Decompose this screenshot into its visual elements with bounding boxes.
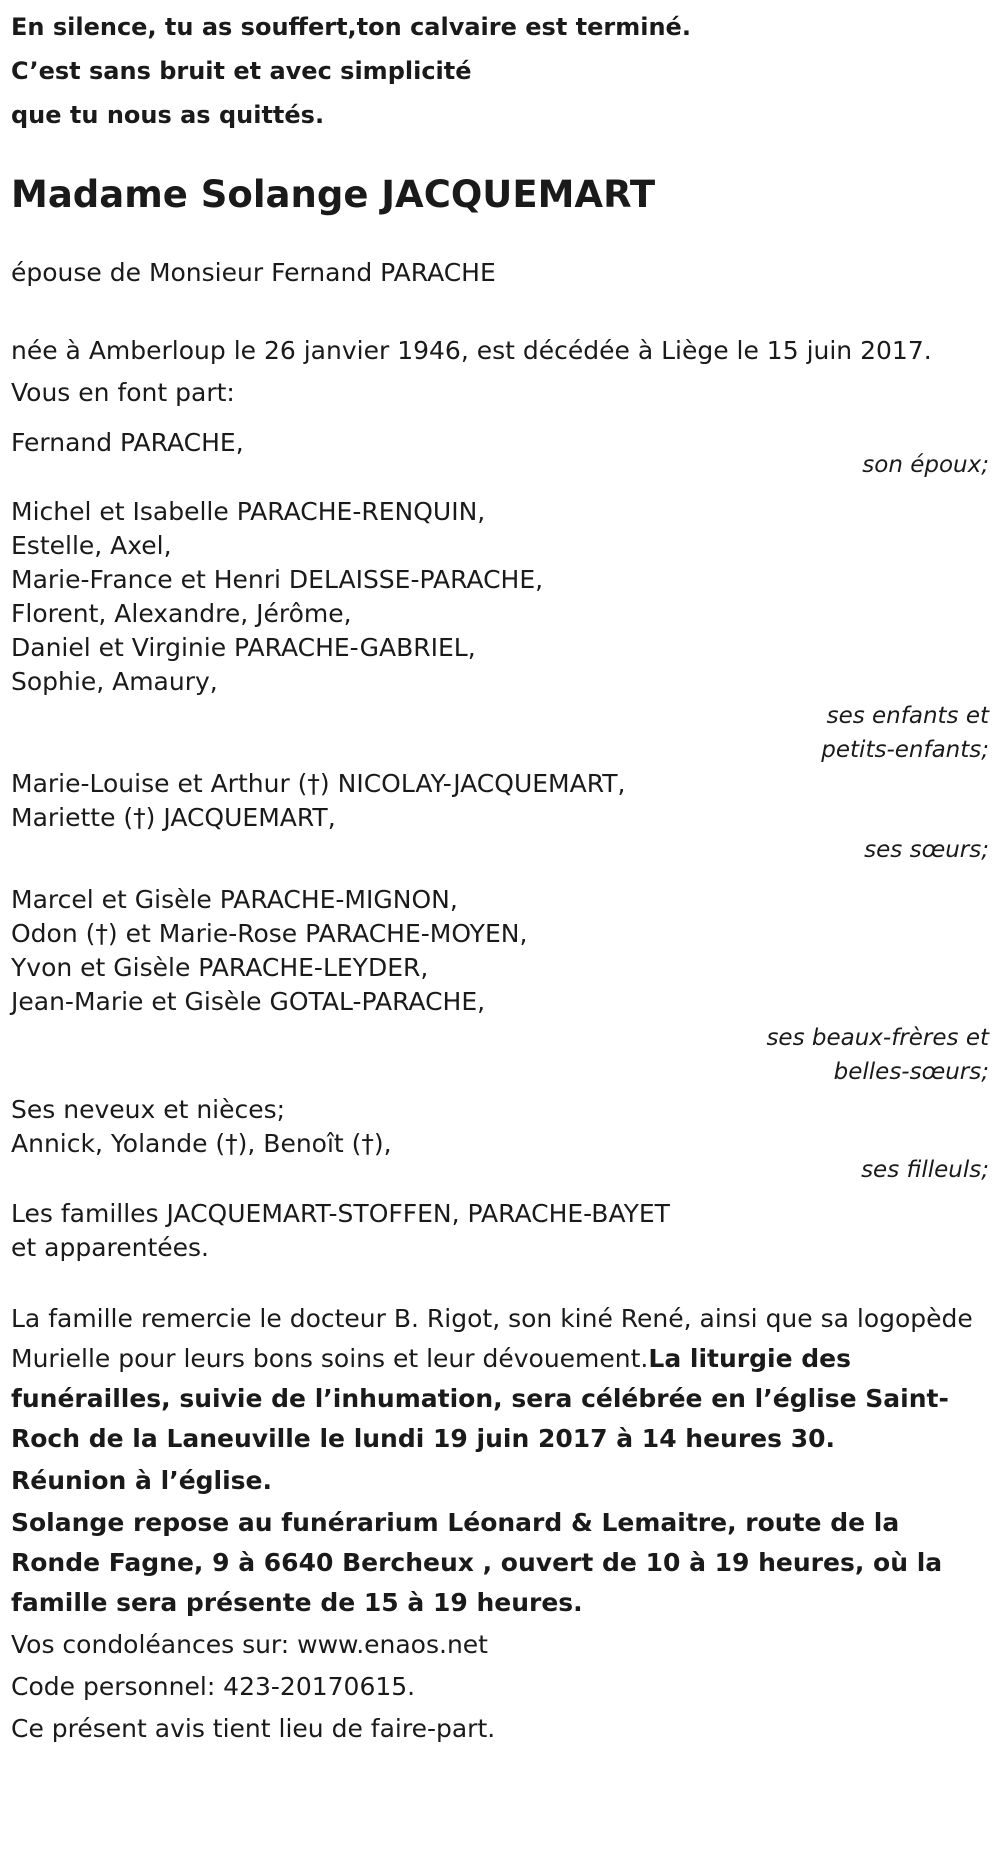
family-group-sisters (11, 767, 989, 867)
family-name: Estelle, Axel, (11, 531, 172, 560)
family-group-children (11, 495, 989, 767)
family-name: Ses neveux et nièces; (11, 1095, 286, 1124)
relation-label: ses beaux-frères et (766, 1025, 989, 1051)
birth-line: née à Amberloup le 26 janvier 1946, est décédée à Liège le 15 juin 2017. (11, 336, 932, 365)
funeral-home-paragraph: Solange repose au funérarium Léonard & Lemaitre, route de la Ronde Fagne, 9 à 6640 Bercheux , ouvert de 10 à 19 heures, où la famille sera présente de 15 à 19 heures. (11, 1508, 943, 1617)
liturgy-text: La liturgie des funérailles, suivie de l’inhumation, sera célébrée en l’église Saint-Roch de la Laneuville le lundi 19 juin 2017 à 14 heures 30. (11, 1344, 949, 1453)
family-name: Annick, Yolande (†), Benoît (†), (11, 1129, 392, 1158)
announce-line: Vous en font part: (11, 378, 235, 407)
families-line: et apparentées. (11, 1233, 209, 1262)
thanks-paragraph (11, 1299, 986, 1459)
relation-label: petits-enfants; (821, 737, 989, 763)
family-name: Daniel et Virginie PARACHE-GABRIEL, (11, 633, 476, 662)
notice-line: Ce présent avis tient lieu de faire-part. (11, 1714, 496, 1743)
relation-label: ses filleuls; (861, 1157, 989, 1183)
family-name: Florent, Alexandre, Jérôme, (11, 599, 352, 628)
poem (11, 0, 989, 140)
spouse-line: épouse de Monsieur Fernand PARACHE (11, 258, 496, 287)
families-line: Les familles JACQUEMART-STOFFEN, PARACHE-BAYET (11, 1199, 670, 1228)
family-group-godchildren (11, 1093, 989, 1187)
family-name: Marcel et Gisèle PARACHE-MIGNON, (11, 885, 458, 914)
families-block (11, 1197, 989, 1265)
family-name: Mariette (†) JACQUEMART, (11, 803, 336, 832)
family-name: Odon (†) et Marie-Rose PARACHE-MOYEN, (11, 919, 528, 948)
relation-label: ses enfants et (826, 703, 989, 729)
family-name: Marie-Louise et Arthur (†) NICOLAY-JACQUEMART, (11, 769, 626, 798)
family-group-spouse (11, 423, 989, 485)
family-name: Sophie, Amaury, (11, 667, 218, 696)
family-name: Marie-France et Henri DELAISSE-PARACHE, (11, 565, 544, 594)
family-name: Jean-Marie et Gisèle GOTAL-PARACHE, (11, 987, 486, 1016)
relation-label: ses sœurs; (864, 837, 989, 863)
poem-line: En silence, tu as souffert,ton calvaire est terminé. (11, 13, 691, 41)
deceased-name: Madame Solange JACQUEMART (11, 173, 656, 216)
family-name: Fernand PARACHE, (11, 428, 244, 457)
condolences-line: Vos condoléances sur: www.enaos.net (11, 1630, 488, 1659)
meeting-line: Réunion à l’église. (11, 1466, 273, 1495)
poem-line: que tu nous as quittés. (11, 101, 325, 129)
poem-line: C’est sans bruit et avec simplicité (11, 57, 472, 85)
relation-label: son époux; (862, 452, 989, 478)
family-name: Michel et Isabelle PARACHE-RENQUIN, (11, 497, 486, 526)
family-group-in-laws (11, 883, 989, 1089)
family-name: Yvon et Gisèle PARACHE-LEYDER, (11, 953, 429, 982)
relation-label: belles-sœurs; (833, 1059, 989, 1085)
personal-code-line: Code personnel: 423-20170615. (11, 1672, 416, 1701)
thanks-text: La famille remercie le docteur B. Rigot, son kiné René, ainsi que sa logopède Murielle pour leurs bons soins et leur dévouement. (11, 1304, 973, 1373)
